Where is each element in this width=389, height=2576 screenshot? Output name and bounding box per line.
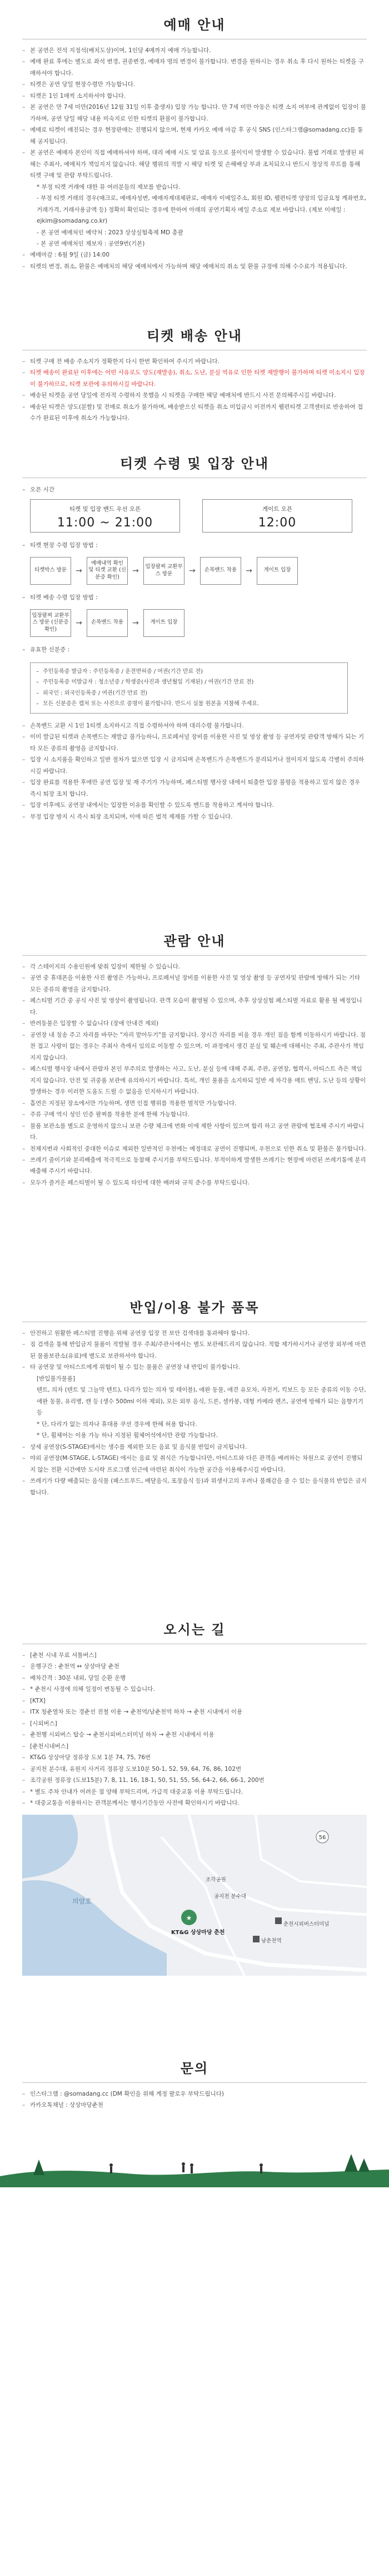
map-svg bbox=[22, 1815, 367, 1976]
time-box-gate bbox=[202, 499, 352, 533]
list-item: – 부정 입장 방지 시 즉시 퇴장 조치되며, 이에 따른 법적 제재를 가할 수 있습니다. bbox=[22, 811, 367, 822]
direction-line: – 조각공원 정류장 (도보15분) 7, 8, 11, 16, 18-1, 50, 51, 55, 56, 64-2, 66, 66-1, 200번 bbox=[22, 1775, 367, 1786]
direction-line: – * 춘천시 사정에 의해 일정이 변동될 수 있습니다. bbox=[22, 1684, 367, 1695]
park-label: 조각공원 bbox=[206, 1876, 226, 1883]
bus-terminal-icon bbox=[275, 1917, 282, 1924]
flow-step: 손목밴드 착용 bbox=[87, 609, 128, 637]
time-box-gate-value: 12:00 bbox=[258, 515, 297, 530]
person-body bbox=[110, 2167, 112, 2173]
time-box-band-title: 티켓 및 입장 밴드 우선 오픈 bbox=[69, 505, 141, 513]
list-item: * 단, 다리가 없는 의자나 휴대용 쿠션 경우에 한해 허용 합니다. bbox=[37, 1420, 197, 1428]
directions-title: 오시는 길 bbox=[163, 1622, 226, 1638]
person-icon bbox=[190, 2163, 193, 2167]
open-time-label: – 오픈 시간 bbox=[22, 485, 367, 496]
ticketing-flows bbox=[0, 485, 389, 714]
terminal-label: 춘천시외버스터미널 bbox=[283, 1921, 330, 1927]
direction-line: – 공지천 분수대, 유원지 사거리 정류장 도보10분 50-1, 52, 59, 64, 76, 86, 102번 bbox=[22, 1764, 367, 1775]
venue-marker[interactable] bbox=[181, 1910, 197, 1925]
booking-title: 예매 안내 bbox=[163, 17, 226, 33]
arrow-right-icon: → bbox=[246, 566, 252, 575]
road-number: 56 bbox=[318, 1834, 326, 1841]
list-item: - 부정 티켓 거래의 경우(매크로, 예매자성변, 예매자제대체판로, 예매자 이메일주소, 회원 ID, 웰편티켓 양장의 입금요청 계좌번호, 거래가격, 거래사용금액 등) 정확히 확인되는 경우에 한하여 아래의 공연기획자 메일 주소로 제보 바랍니다. (제보 이메일 : ejkim@somadang.co.kr) bbox=[37, 195, 366, 225]
direction-line: – * 별도 주차 안내가 어려운 점 양해 부탁드리며, 가급적 대중교통 이용 부탁드립니다. bbox=[22, 1786, 367, 1797]
inquiry-title: 문의 bbox=[180, 2061, 209, 2076]
list-item: – 예매 완료 후에는 별도로 좌석 변경, 권종변경, 예매자 명의 변경이 불가합니다. 변경을 원하시는 경우 취소 후 다시 원하는 티켓을 구매하셔야 합니다. bbox=[22, 56, 367, 79]
person-body bbox=[191, 2167, 193, 2173]
delivery-list bbox=[0, 356, 389, 424]
direction-line: – * 대중교통을 이용하시는 관객분께서는 행사기간동안 사전에 확인하시기 바랍니다. bbox=[22, 1797, 367, 1809]
list-item: – 공연 중 휴대폰을 이용한 사진 촬영은 가능하나, 프로페셔널 장비를 이용한 사진 및 영상 촬영 등 공연자및 관람에 방해가 되는 기타 모든 종류의 촬영을 금지합니다. bbox=[22, 972, 367, 995]
arrow-right-icon: → bbox=[76, 566, 82, 575]
arrow-right-icon: → bbox=[189, 566, 196, 575]
time-row bbox=[30, 499, 352, 533]
direction-line: – 춘천행 시외버스 탑승 → 춘천시외버스터미널 하차 → 춘천 시내에서 이용 bbox=[22, 1729, 367, 1740]
booking-list bbox=[0, 45, 389, 272]
flow-step: 입장팔찌 교환부스 방문 bbox=[143, 557, 184, 585]
list-item: * 단, 휠체어는 이용 가능 하나 지정된 휠체어석에서만 관람 가능합니다. bbox=[37, 1432, 218, 1439]
ticketing-section bbox=[0, 433, 389, 905]
list-item: – 이미 발급된 티켓과 손목밴드는 재발급 불가능하니, 프로페셔널 장비를 이용한 사진 및 영상 촬영 등 공연자및 관람객 방해가 되는 기타 모든 종류의 촬영을 금지합니다. bbox=[22, 731, 367, 754]
list-item: - 본 공연 예매처인 제보자 : 공연9번(기본) bbox=[37, 240, 145, 247]
list-item: – 페스티벌 행사장 내에서 관람자 본인 부주의로 발생하는 사고, 도난, 분실 등에 대해 주최, 주관, 공연장, 협력사, 아티스트 측은 책임지지 않습니다. 안전 및 귀중품 보관에 유의하시기 바랍니다. 특히, 개인 물품을 소지하되 일반 세 차각용 매트 밴딩, 도난 등의 상황이 발생하는 경우 이러한 도움도 드릴 수 없음을 인지하시기 바랍니다. bbox=[22, 1063, 367, 1097]
id-item: – 주민등록증 발급자 : 주민등록증 / 운전면허증 / 여권(기간 만료 전) bbox=[36, 666, 342, 677]
direction-line: – KT&G 상상마당 정류장 도보 1분 74, 75, 76번 bbox=[22, 1752, 367, 1763]
flow1-label: – 티켓 현장 수령 입장 방법 : bbox=[22, 540, 367, 551]
list-item: – 입장 이후에도 공연장 내에서는 입장한 이유를 확인할 수 있도록 밴드를 착용하고 계셔야 합니다. bbox=[22, 800, 367, 811]
viewing-list bbox=[0, 961, 389, 1188]
list-item: – 티켓은 1인 1매씩 소지하셔야 합니다. bbox=[22, 91, 367, 102]
list-item: – 쓰레기가 다량 배출되는 음식물 (패스트푸드, 배달음식, 포장음식 등)과 위생사고의 우려나 불쾌감을 줄 수 있는 음식물의 반입은 금지합니다. bbox=[22, 1475, 367, 1498]
prohibited-list bbox=[0, 1328, 389, 1498]
list-item: – 카카오톡채널 : 상상마당춘천 bbox=[22, 2100, 367, 2111]
time-box-band bbox=[30, 499, 180, 533]
arrow-right-icon: → bbox=[76, 618, 82, 627]
list-item: 텐트, 의자 (텐트 및 그늘막 텐트), 다리가 있는 의자 및 테이블), 애완 동물, 애견 유모차, 자전거, 킥보드 등 모든 종류의 이동 수단, 애완 동물, 유리병, 캔 등 (생수 500ml 이하 제외), 모든 외부 음식, 드론, 셀카봉, 대형 카메라 렌즈, 공연에 방해가 되는 음향기기 등 bbox=[37, 1387, 366, 1417]
list-item: – 흡연은 지정된 장소에서만 가능하며, 생면 인접 행위를 적용한 벌칙만 가능합니다. bbox=[22, 1098, 367, 1109]
footer-svg bbox=[0, 2137, 389, 2187]
prohibited-section bbox=[0, 1272, 389, 1594]
delivery-title: 티켓 배송 안내 bbox=[147, 328, 242, 344]
list-item: – 공연장 내 칭송 주고 자리를 바꾸는 "자리 맡아두기"를 금지합니다. 장시간 자리를 비울 경우 개인 짐을 함께 이동하시기 바랍니다. 점찬 접고 사랑이 없는 경우는 주최사 측에서 임의로 이동할 수 있으며, 이 과정에서 생긴 분실 및 훼손에 대해서는 주최, 주관사가 책임지지 않습니다. bbox=[22, 1030, 367, 1063]
map[interactable] bbox=[22, 1815, 367, 1976]
divider bbox=[22, 2082, 367, 2083]
flow-step: 예매내역 확인 및 티켓 교환 (신분증 확인) bbox=[87, 557, 128, 585]
person-body bbox=[182, 2166, 184, 2172]
list-item: – 페스티벌 기간 중 공식 사진 및 영상이 촬영됩니다. 관객 모습이 촬영될 수 있으며, 추후 상상실험 페스티벌 자료로 활용 될 예정입니다. bbox=[22, 995, 367, 1018]
ticketing-list bbox=[0, 720, 389, 822]
list-item: – 배송된 티켓을 공연 당일에 전자적 수령하지 못했을 시 티켓을 구매한 해당 예매처에 반드시 사전 문의해주시길 바랍니다. bbox=[22, 390, 367, 401]
list-item: – 천재지변과 사회적인 중대한 이슈로 제외한 일반적인 우천에는 예정대로 공연이 진행되며, 우천으로 인한 취소 및 환불은 불가합니다. bbox=[22, 1143, 367, 1154]
list-item: – 티켓의 변경, 취소, 환불은 예매처의 해당 예매처에서 가능하며 해당 예매처의 취소 및 환불 규정에 의해 수수료가 적용됩니다. bbox=[22, 261, 367, 272]
direction-line: – 배차간격 : 30분 내외, 당일 순환 운행 bbox=[22, 1673, 367, 1684]
flow-step: 티켓박스 방문 bbox=[30, 557, 71, 585]
list-item: – 입장 완료를 적용한 후에만 공연 입장 및 재 주기가 가능하며, 페스티벌 행사장 내에서 퇴출한 입장 불평을 적용하고 있지 않은 경우 즉시 퇴장 조치 합니다. bbox=[22, 777, 367, 800]
viewing-section bbox=[0, 905, 389, 1272]
id-label: – 유효한 신분증 : bbox=[22, 645, 367, 656]
list-item: – 반려동물은 입장할 수 없습니다 (장애 안내견 제외) bbox=[22, 1018, 367, 1029]
person-icon bbox=[182, 2162, 185, 2166]
list-item: * 부정 티켓 거래에 대한 뮤 여러분들의 제보를 받습니다. bbox=[37, 183, 181, 190]
list-item: – 본 공연은 전석 지정석(배치도상)이며, 1인당 4매까지 예매 가능합니다. bbox=[22, 45, 367, 56]
flow-step: 입장팔찌 교환부스 방문 (신분증 확인) bbox=[30, 609, 71, 637]
list-item: – 티켓 배송이 완료된 이후에는 어떤 사유로도 양도(재발송), 취소, 도난, 분실 역유로 인한 티켓 재발행이 불가하며 티켓 미소지시 입장이 불가하므로, 티켓 보관에 유의하시길 바랍니다. bbox=[22, 367, 367, 390]
list-item: - 본 공연 예매처인 예약처 : 2023 상상실험축제 MD 총괄 bbox=[37, 229, 183, 236]
list-item: – 인스타그램 : @somadang.cc (DM 확인을 위해 계정 팔로우 부탁드립니다) bbox=[22, 2088, 367, 2100]
list-item: – 안전하고 원활한 페스티벌 진행을 위해 공연장 입장 전 보안 검색대를 통과해야 합니다. bbox=[22, 1328, 367, 1339]
flow-step: 손목밴드 착용 bbox=[200, 557, 241, 585]
arrow-right-icon: → bbox=[132, 618, 139, 627]
flow2-row bbox=[30, 609, 367, 637]
flow-step: 게이트 입장 bbox=[257, 557, 298, 585]
direction-line: – [시외버스] bbox=[22, 1718, 367, 1729]
divider bbox=[22, 955, 367, 956]
arrow-right-icon: → bbox=[132, 566, 139, 575]
list-item: – 손목밴드 교환 시 1인 1티켓 소지하시고 직접 수령하셔야 하며 대리수령 불가합니다. bbox=[22, 720, 367, 731]
list-item: – 짐 검색을 통해 반입금지 물품이 적발될 경우 주최/주관사에서는 별도 보관해드리지 않습니다. 적합 제가하시거나 공연장 외부에 마련된 물품보관소(유료)에 별도로 보관하셔야 합니다. bbox=[22, 1339, 367, 1362]
flow-step: 게이트 입장 bbox=[143, 609, 184, 637]
ticketing-title: 티켓 수령 및 입장 안내 bbox=[119, 456, 270, 471]
flow1-row bbox=[30, 557, 367, 585]
list-item: – 모두가 즐거운 페스티벌이 될 수 있도록 타인에 대한 배려와 규칙 준수를 부탁드립니다. bbox=[22, 1177, 367, 1188]
fountain-label: 공지천 분수대 bbox=[214, 1893, 247, 1900]
flow2-label: – 티켓 배송 수령 입장 방법 : bbox=[22, 592, 367, 604]
list-item: – 입장 시 소지품을 확인하고 일반 절차가 없으면 입장 시 금지되며 손목밴드가 손목밴드가 분리되거나 절이지지 않도록 각별히 주의하시길 바랍니다. bbox=[22, 754, 367, 777]
direction-line: – ITX 청춘열차 또는 경춘선 전철 이용 → 춘천역/남춘천역 하차 → 춘천 시내에서 이용 bbox=[22, 1706, 367, 1718]
list-item: – 야외 공연장(M-STAGE, L-STAGE) 에서는 음료 및 취식은 가능합니다만, 아티스트와 다른 관객을 배려하는 차원으로 공연이 진행되지 않는 전환 시간에만 도시락 프로그램 인근에 마련된 취식이 가능한 공간을 이용해주시길 바랍니다. bbox=[22, 1453, 367, 1475]
direction-line: – [춘천 시내 무료 셔틀버스] bbox=[22, 1650, 367, 1661]
list-item: – 예매로 티켓이 매진되는 경우 현장판매는 진행되지 않으며, 현재 카카오 예매 마감 후 공식 SNS (인스타그램@somadang.cc)를 통해 공지됩니다. bbox=[22, 124, 367, 147]
list-item: – 예매마감 : 6월 9일 (금) 14:00 bbox=[22, 249, 367, 260]
id-list bbox=[30, 662, 348, 714]
id-item: – 모든 신분증은 캡처 또는 사진으로 증명이 불가합니다. 반드시 실물 원본을 지참해 주세요. bbox=[36, 699, 342, 710]
direction-line: – 운행구간 : 춘천역 ↔ 상상마당 춘천 bbox=[22, 1661, 367, 1672]
list-item: – 쓰레기 줄이기와 분리배출에 적극적으로 동참해 주시기를 부탁드립니다. 부적이하게 발생한 쓰레기는 현장에 마련된 쓰레기통에 분리배출해 주시기 바랍니다. bbox=[22, 1154, 367, 1177]
list-item: – 상세 공연장(S-STAGE)에서는 생수를 제외한 모든 음료 및 음식물 반입이 금지됩니다. bbox=[22, 1442, 367, 1453]
station-label: 남춘천역 bbox=[261, 1937, 282, 1944]
list-item: – 티켓 구매 전 배송 주소지가 정확한지 다시 한번 확인하여 주시기 바랍니다. bbox=[22, 356, 367, 367]
time-box-gate-title: 게이트 오픈 bbox=[262, 505, 293, 513]
directions-list bbox=[0, 1650, 389, 1809]
list-item: – 각 스테이지의 수용인원에 맞춰 입장이 제한될 수 있습니다. bbox=[22, 961, 367, 972]
id-item: – 주민등록증 미발급자 : 청소년증 / 학생증(사진과 생년월일 기재된) / 여권(기간 만료 전) bbox=[36, 677, 342, 688]
person-body bbox=[260, 2167, 262, 2173]
list-item: – 주류 구매 역시 성인 인증 팔찌를 착용한 분에 한해 가능합니다. bbox=[22, 1109, 367, 1120]
list-item: – 타 공연장 및 아티스트에게 위험이 될 수 있는 물품은 공연장 내 반입이 불가합니다. bbox=[22, 1362, 367, 1373]
list-item: – 본 공연은 만 7세 미만(2016년 12월 31일 이후 출생자) 입장 가능 합니다. 만 7세 미만 아동은 티켓 소지 여부에 관계없이 입장이 불가하며, 공연 당일 해당 내용 미숙지로 인한 티켓의 환불이 불가합니다. bbox=[22, 102, 367, 124]
list-item: – 배송된 티켓은 양도(분할) 및 전매로 취소가 불가하며, 배송받으신 티켓을 취소 미입금시 이전까지 웰편티켓 고객센터로 반송하여 접수가 완료된 이후에 취소가 가능합니다. bbox=[22, 401, 367, 424]
list-item: [반입불가물품] bbox=[37, 1375, 76, 1382]
inquiry-list bbox=[0, 2088, 389, 2111]
list-item: – 물품 보관소를 별도로 운영하지 않으니 보관 수량 체크에 번화 이에 제한 사항이 있으며 합리 하고 공연 관람에 협조해 주시기 바랍니다. bbox=[22, 1121, 367, 1143]
list-item: – 티켓은 공연 당일 현장수령만 가능합니다. bbox=[22, 79, 367, 90]
direction-line: – [춘천시내버스] bbox=[22, 1741, 367, 1752]
prohibited-title: 반입/이용 불가 품목 bbox=[129, 1300, 260, 1315]
id-item: – 외국인 : 외국인등록증 / 여권(기간 만료 전) bbox=[36, 688, 342, 699]
footer-illustration bbox=[0, 2137, 389, 2187]
person-icon bbox=[260, 2163, 263, 2167]
booking-section bbox=[0, 0, 389, 300]
venue-label: KT&G 상상마당 춘천 bbox=[171, 1929, 225, 1936]
viewing-title: 관람 안내 bbox=[163, 933, 226, 949]
inquiry-section bbox=[0, 2038, 389, 2187]
direction-line: – [KTX] bbox=[22, 1695, 367, 1706]
directions-section bbox=[0, 1594, 389, 2038]
pin-glyph: ★ bbox=[186, 1914, 192, 1922]
person-icon bbox=[109, 2163, 113, 2167]
list-item: – 본 공연은 예매자 본인이 직접 예매하셔야 하며, 대리 예매 시도 및 암표 등으로 불이익이 발생할 수 있습니다. 불법 거래로 발생된 피해는 주최사, 예매처가 책임지지 않습니다. 해당 행위의 적발 시 해당 티켓 및 손해배상 부과 조치되오니 반드시 정상적 루트를 통해 티켓 구매 및 관람 부탁드립니다. bbox=[22, 147, 367, 181]
delivery-section bbox=[0, 300, 389, 433]
time-box-band-value: 11:00 ~ 21:00 bbox=[57, 515, 153, 530]
train-station-icon bbox=[253, 1936, 260, 1942]
lake-label: 의암호 bbox=[72, 1897, 92, 1905]
